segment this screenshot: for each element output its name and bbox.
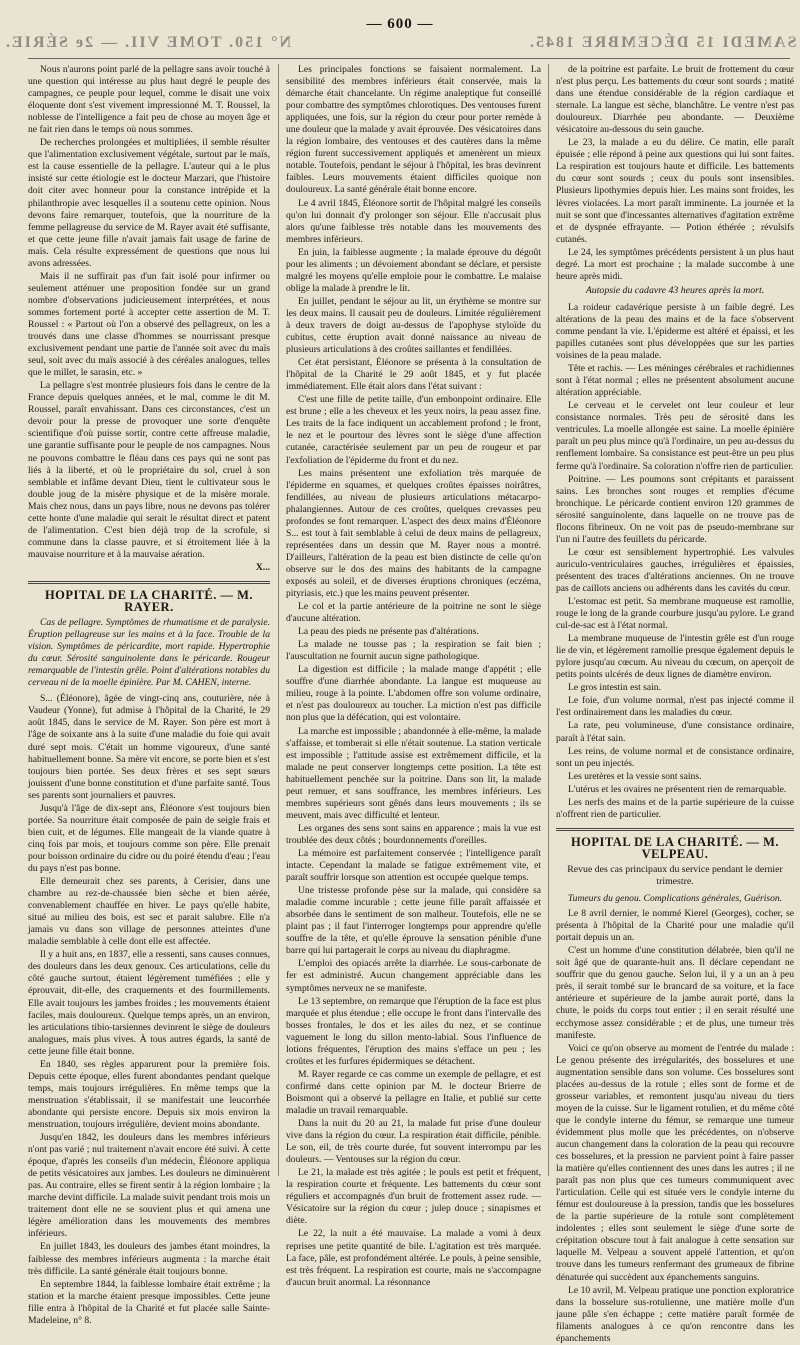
paragraph: Voici ce qu'on observe au moment de l'entrée du malade : Le genou présente des irrégularités, des bosselures et une augmentation sensible dans son volume. Ces bosselures sont placées au-dessus de la rotule ; elles sont de forme et de grosseur variables, et remontent jusqu'au niveau du tiers moyen de la cuisse. Sur le ligament rotulien, et du même côté que le condyle interne du fémur, se remarque une tumeur évidemment plus molle que les précédentes, on n'observe aucun changement dans la coloration de la peau qui recouvre ces bosselures, et la pression ne parvient point à faire passer la matière qu'elles contiennent des unes dans les autres ; il ne paraît pas non plus que ces tumeurs communiquent avec l'articulation. Celle qui est située vers le condyle interne du fémur est douloureuse à la pression, tandis que les bosselures de la partie supérieure de la rotule sont complètement indolentes ; elles sont seulement le siège d'une sorte de crépitation obscure tout à fait analogue à cette sensation sur laquelle M. Velpeau a souvent appelé l'attention, et qu'on trouve dans les tumeurs renfermant des grumeaux de fibrine dénaturée qui succèdent aux épanchements sanguins. [556, 1042, 794, 1283]
paragraph: Le col et la partie antérieure de la poitrine ne sont le siège d'aucune altération. [286, 601, 541, 625]
author-signature: X... [255, 561, 270, 573]
paragraph: Le foie, d'un volume normal, n'est pas injecté comme il l'est ordinairement dans les maladies du cœur. [556, 695, 794, 719]
column-divider-1 [278, 64, 279, 1176]
paragraph: Cet état persistant, Éléonore se présenta à la consultation de l'hôpital de la Charité le 29 août 1845, et y fut placée immédiatement. Elle était alors dans l'état suivant : [286, 357, 541, 393]
paragraph: Le 24, les symptômes précédents persistent à un plus haut degré. La mort est prochaine ; la malade succombe à une heure après midi. [556, 246, 794, 282]
paragraph: Les mains présentent une exfoliation très marquée de l'épiderme en squames, et quelques croûtes épaisses noirâtres, fendillées, au niveau de plusieurs articulations métacarpo-phalangiennes. Autour de ces croûtes, quelques crevasses peu profondes se font remarquer. L'aspect des deux mains d'Éléonore S... est tout à fait semblable à celui de deux mains de pellagreux, représentées dans un dessin que M. Rayer nous a montré. D'ailleurs, l'altération de la peau est bien distincte de celle qu'on observe sur le dos des mains des habitants de la campagne exposés au soleil, et de diverses éruptions chroniques (eczéma, pityriasis, etc.) que les mains peuvent présenter. [286, 467, 541, 600]
paragraph: S... (Éléonore), âgée de vingt-cinq ans, couturière, née à Vaudeur (Yonne), fut admise à l'hôpital de la Charité, le 29 août 1845, dans le service de M. Rayer. Son père est mort à l'âge de soixante ans à la suite d'une maladie du foie qui avait duré sept mois. C'était un homme vigoureux, d'une santé habituellement bonne. Sa mère vit encore, se porte bien et s'est toujours bien portée. Ses deux frères et ses sept sœurs jouissent d'une bonne constitution et d'une parfaite santé. Tous ses parents sont journaliers et pauvres. [28, 693, 270, 801]
section-title-velpeau: HOPITAL DE LA CHARITÉ. — M. VELPEAU. [556, 828, 794, 860]
paragraph: Le 13 septembre, on remarque que l'éruption de la face est plus marquée et plus étendue ; elle occupe le front dans l'intervalle des bosses frontales, le dos et les ailes du nez, et se continue vaguement le long du sillon mento-labial. Sous l'influence de lotions fréquentes, l'éruption des mains s'efface un peu ; les croûtes et les furfures épidermiques se détachent. [286, 995, 541, 1067]
case-summary: Cas de pellagre. Symptômes de rhumatisme et de paralysie. Éruption pellagreuse sur les mains et à la face. Trouble de la vision. Symptômes de péricardite, mort rapide. Hypertrophie du cœur. Sérosité sanguinolente dans le péricarde. Rougeur remarquable de l'intestin grêle. Point d'altérations notables du cerveau ni de la moelle épinière. Par M. CAHEN, interne. [28, 617, 270, 689]
paragraph: Les nerfs des mains et de la partie supérieure de la cuisse n'offrent rien de particulier. [556, 796, 794, 820]
paragraph: C'est une fille de petite taille, d'un embonpoint ordinaire. Elle est brune ; elle a les cheveux et les yeux noirs, la peau assez fine. Les traits de la face indiquent un accablement profond ; le front, le nez et le pourtour des lèvres sont le siège d'une affection cutanée, caractérisée seulement par un peu de rougeur et par l'exfoliation de l'épiderme du front et du nez. [286, 394, 541, 466]
paragraph: Poitrine. — Les poumons sont crépitants et paraissent sains. Les bronches sont rouges et remplies d'écume bronchique. Le péricarde contient environ 120 grammes de sérosité sanguinolente, dans laquelle on ne trouve pas de flocons fibrineux. On ne voit pas de pseudo-membrane sur l'un ni l'autre des feuillets du péricarde. [556, 473, 794, 545]
paragraph: La digestion est difficile ; la malade mange d'appétit ; elle souffre d'une diarrhée abondante. La langue est muqueuse au milieu, rouge à la pointe. L'abdomen offre son volume ordinaire, et n'est pas douloureux au toucher. La miction n'est pas difficile non plus que la défécation, qui est volontaire. [286, 664, 541, 724]
paragraph: La mémoire est parfaitement conservée ; l'intelligence paraît intacte. Cependant la malade se fatigue extrêmement vite, et paraît souffrir lorsque son attention est occupée quelque temps. [286, 848, 541, 884]
review-subtitle: Revue des cas principaux du service pendant le dernier trimestre. [567, 863, 783, 887]
paragraph: Le 23, la malade a eu du délire. Ce matin, elle paraît épuisée ; elle répond à peine aux questions qui lui sont faites. La respiration est toujours haute et difficile. Les battements du cœur sont sourds ; ceux du pouls sont insensibles. Plusieurs lipothymies depuis hier. Les mains sont froides, les lèvres violacées. La mort paraît imminente. La journée et la nuit se sont que d'incessantes alternatives d'agitation extrême et de dyspnée effrayante. — Potion éthérée ; révulsifs cutanés. [556, 137, 794, 245]
paragraph: Le gros intestin est sain. [568, 682, 661, 694]
paragraph: En septembre 1844, la faiblesse lombaire était extrême ; la station et la marche étaient presque impossibles. Cette jeune fille entra à l'hôpital de la Charité et fut placée salle Sainte-Madeleine, n° 8. [28, 1278, 270, 1326]
paragraph: Le 4 avril 1845, Éléonore sortit de l'hôpital malgré les conseils qu'on lui donnait d'y prolonger son séjour. Elle n'accusait plus alors qu'une faiblesse très notable dans les mouvements des membres inférieurs. [286, 197, 541, 245]
paragraph: La rate, peu volumineuse, d'une consistance ordinaire, paraît à l'état sain. [556, 720, 794, 744]
paragraph: Dans la nuit du 20 au 21, la malade fut prise d'une douleur vive dans la région du cœur. La respiration était difficile, pénible. Le son, eil, de très courte durée, fut souvent interrompu par les douleurs. — Ventouses sur la région du cœur. [286, 1118, 541, 1166]
topic-heading: Tumeurs du genou. Complications générales, Guérison. [567, 893, 783, 905]
paragraph: Le cerveau et le cervelet ont leur couleur et leur consistance normales. Très peu de sérosité dans les ventricules. La moelle allongée est saine. La moelle épinière paraît un peu plus mince qu'à l'ordinaire, un peu au-dessus du renflement lombaire. Sa consistance est peut-être un peu plus ferme qu'à l'ordinaire. Sa coloration n'offre rien de particulier. [556, 400, 794, 472]
paragraph: Le 8 avril dernier, le nommé Kierel (Georges), cocher, se présenta à l'hôpital de la Charité pour une maladie qu'il portait depuis un an. [556, 908, 794, 944]
paragraph: de la poitrine est parfaite. Le bruit de frottement du cœur n'est plus perçu. Les battements du cœur sont sourds ; matité dans une étendue considérable de la région cardiaque et sternale. La langue est sèche, blanchâtre. Le ventre n'est pas douloureux. Diarrhée peu abondante. — Deuxième vésicatoire au-dessous du sein gauche. [556, 64, 794, 136]
paragraph: En juin, la faiblesse augmente ; la malade éprouve du dégoût pour les aliments ; un dévoiement abondant se déclare, et persiste malgré les moyens qu'elle emploie pour le combattre. Le malaise oblige la malade à prendre le lit. [286, 246, 541, 294]
page-number: — 600 — [366, 16, 434, 32]
paragraph: La membrane muqueuse de l'intestin grêle est d'un rouge lie de vin, et légèrement ramollie presque également depuis le pylore jusqu'au cœcum. Au niveau du cœcum, on aperçoit de petits points ulcérés de deux lignes de diamètre environ. [556, 633, 794, 681]
column-1 [28, 64, 270, 1326]
paragraph: L'utérus et les ovaires ne présentent rien de remarquable. [568, 783, 787, 795]
paragraph: Nous n'aurons point parlé de la pellagre sans avoir touché à une question qui intéresse au plus haut degré le peuple des campagnes, ce peuple pour lequel, comme le disait une voix éloquente dont s'est vivement impressionné M. T. Roussel, la noblesse de l'intelligence a fait peu de chose au moyen âge et ne fait rien dans le temps où nous sommes. [28, 64, 270, 136]
paragraph: Le 10 avril, M. Velpeau pratique une ponction exploratrice dans la bosselure sus-rotulienne, une matière molle d'un jaune pâle s'en échappe ; cette matière paraît formée de filaments analogues à ce qu'on rencontre dans les épanchements [556, 1284, 794, 1344]
column-2 [286, 64, 541, 1288]
autopsy-heading: Autopsie du cadavre 43 heures après la mort. [585, 284, 765, 296]
column-divider-2 [548, 64, 549, 1176]
paragraph: Le 22, la nuit a été mauvaise. La malade a vomi à deux reprises une petite quantité de bile. L'agitation est très marquée. La face, pâle, est profondément altérée. Le pouls, à peine sensible, est très fréquent. La respiration est courte, mais ne s'accompagne d'aucun bruit anormal. La résonnance [286, 1228, 541, 1288]
paragraph: En juillet 1843, les douleurs des jambes étant moindres, la faiblesse des membres inférieurs augmenta : la marche était très difficile. La santé générale était toujours bonne. [28, 1241, 270, 1277]
paragraph: Il y a huit ans, en 1837, elle a ressenti, sans causes connues, des douleurs dans les deux genoux. Ces articulations, celle du côté gauche surtout, étaient légèrement tuméfiées ; elle y éprouvait, dit-elle, des craquements et des fourmillements. Elle avait toujours les jambes froides ; les mouvements étaient faciles, mais douloureux. Quelque temps après, un an environ, les articulations tibio-tarsiennes devinrent le siège de douleurs analogues, mais plus vives. À tous autres égards, la santé de cette jeune fille était bonne. [28, 949, 270, 1057]
paragraph: C'est un homme d'une constitution délabrée, bien qu'il ne soit âgé que de quarante-huit ans. Il déclare cependant ne souffrir que du genou gauche. Selon lui, il y a un an à peu près, il serait tombé sur le brancard de sa voiture, et la face antérieure et supérieure de la jambe aurait porté, dans la chute, le poids du corps tout entier ; il en serait résulté une ecchymose assez considérable ; et de plus, une tumeur très manifeste. [556, 945, 794, 1041]
paragraph: Jusqu'en 1842, les douleurs dans les membres inférieurs n'ont pas varié ; nul traitement n'avait encore été suivi. À cette époque, d'après les conseils d'un médecin, Éléonore appliqua de petits vésicatoires aux jambes. Les douleurs ne diminuèrent pas. Au contraire, elles se firent sentir à la région lombaire ; la marche devint difficile. La malade suivit pendant trois mois un traitement dont elle ne se souvient plus et qui amena une légère amélioration dans les mouvements des membres inférieurs. [28, 1132, 270, 1240]
paragraph: Jusqu'à l'âge de dix-sept ans, Éléonore s'est toujours bien portée. Sa nourriture était composée de pain de seigle frais et bien cuit, et de légumes. Elle mangeait de la viande quatre à cinq fois par mois, et toujours comme son père. Elle prenait pour boisson ordinaire du cidre ou du poiré étendu d'eau ; l'eau du pays n'est pas bonne. [28, 802, 270, 874]
paragraph: Les organes des sens sont sains en apparence ; mais la vue est troublée des deux côtés ; bourdonnements d'oreilles. [286, 822, 541, 846]
paragraph: Le 21, la malade est très agitée ; le pouls est petit et fréquent, la respiration courte et fréquente. Les battements du cœur sont réguliers et accompagnés d'un bruit de frottement assez rude. — Vésicatoire sur la région du cœur ; julep douce ; sinapismes et diète. [286, 1167, 541, 1227]
paragraph: L'estomac est petit. Sa membrane muqueuse est ramollie, rouge le long de la grande courbure jusqu'au pylore. Le grand cul-de-sac est à l'état normal. [556, 596, 794, 632]
paragraph: En juillet, pendant le séjour au lit, un érythème se montre sur les deux mains. Il causait peu de douleurs. Limitée régulièrement à deux travers de doigt au-dessus de l'apophyse styloïde du cubitus, cette éruption avait donné naissance au niveau de plusieurs articulations à des croûtes saillantes et fendillées. [286, 295, 541, 356]
paragraph: La pellagre s'est montrée plusieurs fois dans le centre de la France depuis quelques années, et le mal, comme le dit M. Roussel, paraît envahissant. Dans ces circonstances, c'est un devoir pour la presse de provoquer une sorte d'enquête scientifique d'où puisse sortir, contre cette affreuse maladie, une garantie suffisante pour le peuple de nos campagnes. Nous ne pouvons combattre le fléau dans ces pays qui ne sont pas liés à la liberté, et où le propriétaire du sol, cruel à son semblable et infâme devant Dieu, tient le cultivateur sous le double joug de la misère physique et de la misère morale. Mais chez nous, dans un pays libre, nous ne devons pas tolérer cette honte d'une maladie qui serait le résultat direct et patent de l'alimentation. C'est bien déjà trop de la scrofule, si commune dans la classe pauvre, et si étroitement liée à la mauvaise nourriture et à la mauvaise aération. [28, 380, 270, 560]
paragraph: Les reins, de volume normal et de consistance ordinaire, sont un peu injectés. [556, 745, 794, 769]
paragraph: La marche est impossible ; abandonnée à elle-même, la malade s'affaisse, et tomberait si elle n'était soutenue. La station verticale est impossible ; l'attitude assise est extrêmement difficile, et la malade ne peut conserver longtemps cette position. La tête est habituellement penchée sur la poitrine. Dans son lit, la malade peut remuer, et sans souffrance, les membres inférieurs. Les membres supérieurs sont gênés dans leurs mouvements ; ils se meuvent, mais avec difficulté et lenteur. [286, 725, 541, 821]
paragraph: Tête et rachis. — Les méninges cérébrales et rachidiennes sont à l'état normal ; elles ne présentent absolument aucune altération appréciable. [556, 363, 794, 399]
paragraph: Les uretères et la vessie sont sains. [568, 770, 702, 782]
paragraph: Elle demeurait chez ses parents, à Cerisier, dans une chambre au rez-de-chaussée bien sèche et bien aérée, convenablement chauffée en hiver. Le pays qu'elle habite, situé au milieu des bois, est sec et parait salubre. Elle n'a jamais vu dans son village de personnes atteintes d'une maladie semblable à celle dont elle est affectée. [28, 876, 270, 948]
paragraph: La malade ne tousse pas ; la respiration se fait bien ; l'auscultation ne fournit aucun signe pathologique. [286, 639, 541, 663]
column-3 [556, 64, 794, 1344]
paragraph: L'emploi des opiacés arrête la diarrhée. Le sous-carbonate de fer est administré. Aucun changement appréciable dans les symptômes nerveux ne se manifeste. [286, 958, 541, 994]
paragraph: Les principales fonctions se faisaient normalement. La sensibilité des membres inférieurs était conservée, mais la démarche était chancelante. Un régime analeptique fut conseillé pour combattre des symptômes chlorotiques. Des ventouses furent appliquées, une fois, sur la région du cœur pour porter remède à une douleur que la malade y avait éprouvée. Des vésicatoires dans la région lombaire, des ventouses et des cautères dans la même région furent successivement appliqués et amenèrent un mieux notable. Toutefois, pendant le séjour à l'hôpital, les bras devinrent faibles. Leurs mouvements étaient difficiles quoique non douloureux. La santé générale était bonne encore. [286, 64, 541, 196]
paragraph: Le cœur est sensiblement hypertrophié. Les valvules auriculo-ventriculaires gauches, irrégulières et épaissies, présentent des traces d'altérations anciennes. On ne trouve pas de caillots anciens ou adhérents dans les cavités du cœur. [556, 546, 794, 594]
section-title-rayer: HOPITAL DE LA CHARITÉ. — M. RAYER. [28, 581, 270, 613]
bleed-through-header-right: SAMEDI 15 DÉCEMBRE 1845. [527, 34, 796, 51]
paragraph: La roideur cadavérique persiste à un faible degré. Les altérations de la peau des mains et de la face s'observent comme pendant la vie. L'épiderme est altéré et épaissi, et les papilles cutanées sont plus développées que sur les parties voisines de la peau malade. [556, 301, 794, 362]
paragraph: Une tristesse profonde pèse sur la malade, qui considère sa maladie comme incurable ; cette jeune fille paraît affaissée et absorbée dans le sentiment de son malheur. Toutefois, elle ne se plaint pas ; il faut l'interroger longtemps pour apprendre qu'elle souffre de la tête, et qu'elle éprouve la sensation pénible d'une barre qui lui partagerait le corps au niveau du diaphragme. [286, 885, 541, 957]
page-header [0, 0, 800, 60]
paragraph: Mais il ne suffirait pas d'un fait isolé pour infirmer ou seulement atténuer une proposition fondée sur un grand nombre d'observations judicieusement interprétées, et nous sommes fortement porté à accepter cette assertion de M. T. Roussel : « Partout où l'on a observé des pellagreux, on les a trouvés dans une classe d'hommes se nourrissant presque exclusivement pendant une partie de l'année soit avec du maïs seul, soit avec du maïs associé à des céréales analogues, telles que le millet, le sarasin, etc. » [28, 270, 270, 379]
bleed-through-header-left: N° 150. TOME VII. — 2e SÉRIE. [4, 34, 292, 51]
paragraph: La peau des pieds ne présente pas d'altérations. [298, 626, 479, 638]
paragraph: M. Rayer regarde ce cas comme un exemple de pellagre, et est confirmé dans cette opinion par M. le docteur Brierre de Boismont qui a observé la pellagre en Italie, et publié sur cette maladie un travail remarquable. [286, 1068, 541, 1116]
header-rule [28, 58, 790, 59]
paragraph: De recherches prolongées et multipliées, il semble résulter que l'alimentation exclusivement végétale, surtout par le maïs, est la cause essentielle de la pellagre. L'auteur qui a le plus insisté sur cette étiologie est le docteur Marzari, que l'histoire doit citer avec honneur pour la constance intrépide et la philanthropie avec lesquelles il a soutenu cette opinion. Nous devons faire remarquer, toutefois, que la nourriture de la femme pellagreuse du service de M. Rayer avait été suffisante, et que cette jeune fille n'avait jamais fait usage de farine de maïs. Cela résulte expressément de questions que nous lui avons adressées. [28, 137, 270, 269]
paragraph: En 1840, ses règles apparurent pour la première fois. Depuis cette époque, elles furent abondantes pendant quelque temps, mais toujours irrégulières. En même temps que la menstruation s'établissait, il se manifestait une leucorrhée abondante qui persiste encore. Depuis six mois environ la menstruation, toujours irrégulière, devient moins abondante. [28, 1058, 270, 1130]
